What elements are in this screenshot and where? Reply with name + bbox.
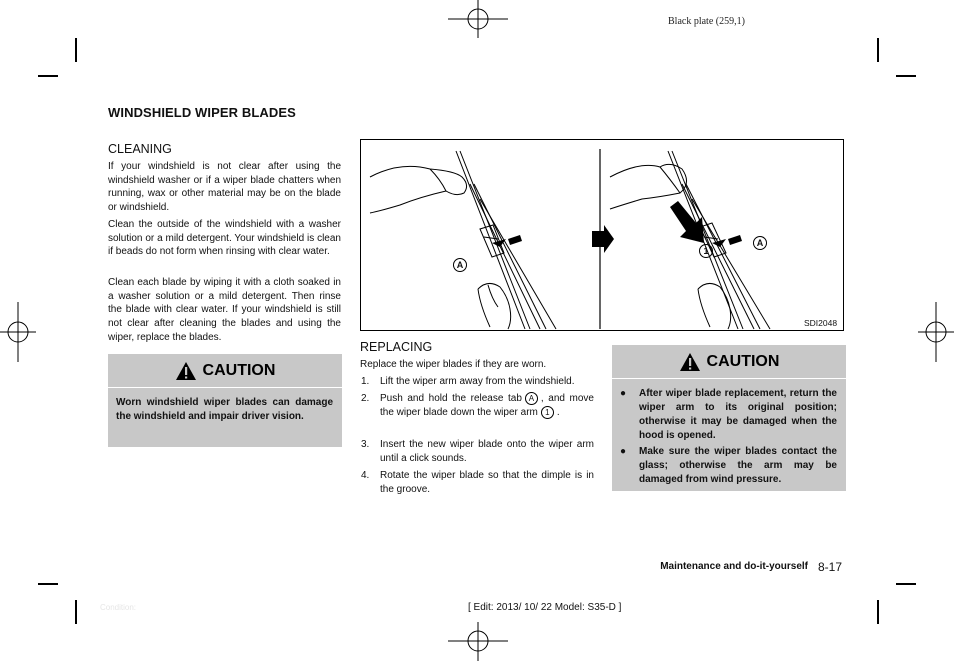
caution-bullet-text: Make sure the wiper blades contact the glass; otherwise the arm may be damaged from wind pressure. xyxy=(639,446,837,485)
step-text-b: , and move the wiper blade down the wiper arm xyxy=(380,393,594,418)
step-text-c: . xyxy=(556,406,560,418)
plate-label: Black plate (259,1) xyxy=(668,16,745,27)
caution-box-1 xyxy=(108,354,342,447)
page-number: 8-17 xyxy=(818,560,843,574)
replacing-heading: REPLACING xyxy=(360,340,433,354)
step-text-a: Push and hold the release tab xyxy=(380,393,522,405)
caution-bullet-text: After wiper blade replacement, return the wiper arm to its original position; otherwise it may be damaged when the hood is opened. xyxy=(639,388,837,441)
footer-section-title: Maintenance and do-it-yourself xyxy=(660,561,808,572)
wiper-illustration xyxy=(360,139,844,331)
caution-box-2 xyxy=(612,345,846,491)
ref-a-icon: A xyxy=(525,392,538,405)
cleaning-paragraph-3: Clean each blade by wiping it with a cloth soaked in a washer solution or a mild detergent. Then rinse the blade with clear water. If your windshield is still not clear after cleaning the blades and using the wiper, replace the blades. xyxy=(108,277,341,343)
step-number: 4. xyxy=(361,470,370,481)
callout-a-left: A xyxy=(453,258,467,272)
caution-text-1: Worn windshield wiper blades can damage the windshield and impair driver vision. xyxy=(116,397,333,422)
caution-header-2 xyxy=(612,345,846,379)
figure-id: SDI2048 xyxy=(804,318,838,328)
callout-a-right: A xyxy=(753,236,767,250)
wiper-figure xyxy=(360,139,844,331)
cleaning-paragraph-1: If your windshield is not clear after using the windshield washer or if a wiper blade chatters when running, wax or other material may be on the blade or windshield. xyxy=(108,161,341,214)
replacing-intro: Replace the wiper blades if they are worn. xyxy=(360,359,547,370)
cleaning-paragraph-2: Clean the outside of the windshield with a washer solution or a mild detergent. Your windshield is clean if beads do not form when rinsing with clear water. xyxy=(108,219,341,258)
step-text: Lift the wiper arm away from the windshield. xyxy=(380,376,575,387)
step-number: 2. xyxy=(361,393,370,404)
caution-header-1 xyxy=(108,354,342,388)
step-text xyxy=(380,392,594,419)
edit-info: [ Edit: 2013/ 10/ 22 Model: S35-D ] xyxy=(468,602,622,613)
cleaning-heading: CLEANING xyxy=(108,142,172,156)
warning-icon xyxy=(175,361,197,381)
bullet-icon: ● xyxy=(620,446,627,457)
section-title: WINDSHIELD WIPER BLADES xyxy=(108,105,296,120)
condition-label: Condition: xyxy=(100,603,137,612)
caution-title-1: CAUTION xyxy=(202,361,276,379)
bullet-icon: ● xyxy=(620,388,627,399)
caution-title-2: CAUTION xyxy=(706,352,780,370)
step-number: 1. xyxy=(361,376,370,387)
callout-1: 1 xyxy=(699,244,713,258)
step-2 xyxy=(361,392,594,434)
step-text: Rotate the wiper blade so that the dimple is in the groove. xyxy=(380,470,594,495)
ref-1-icon: 1 xyxy=(541,406,554,419)
step-text: Insert the new wiper blade onto the wiper arm until a click sounds. xyxy=(380,439,594,464)
warning-icon xyxy=(679,352,701,372)
step-number: 3. xyxy=(361,439,370,450)
